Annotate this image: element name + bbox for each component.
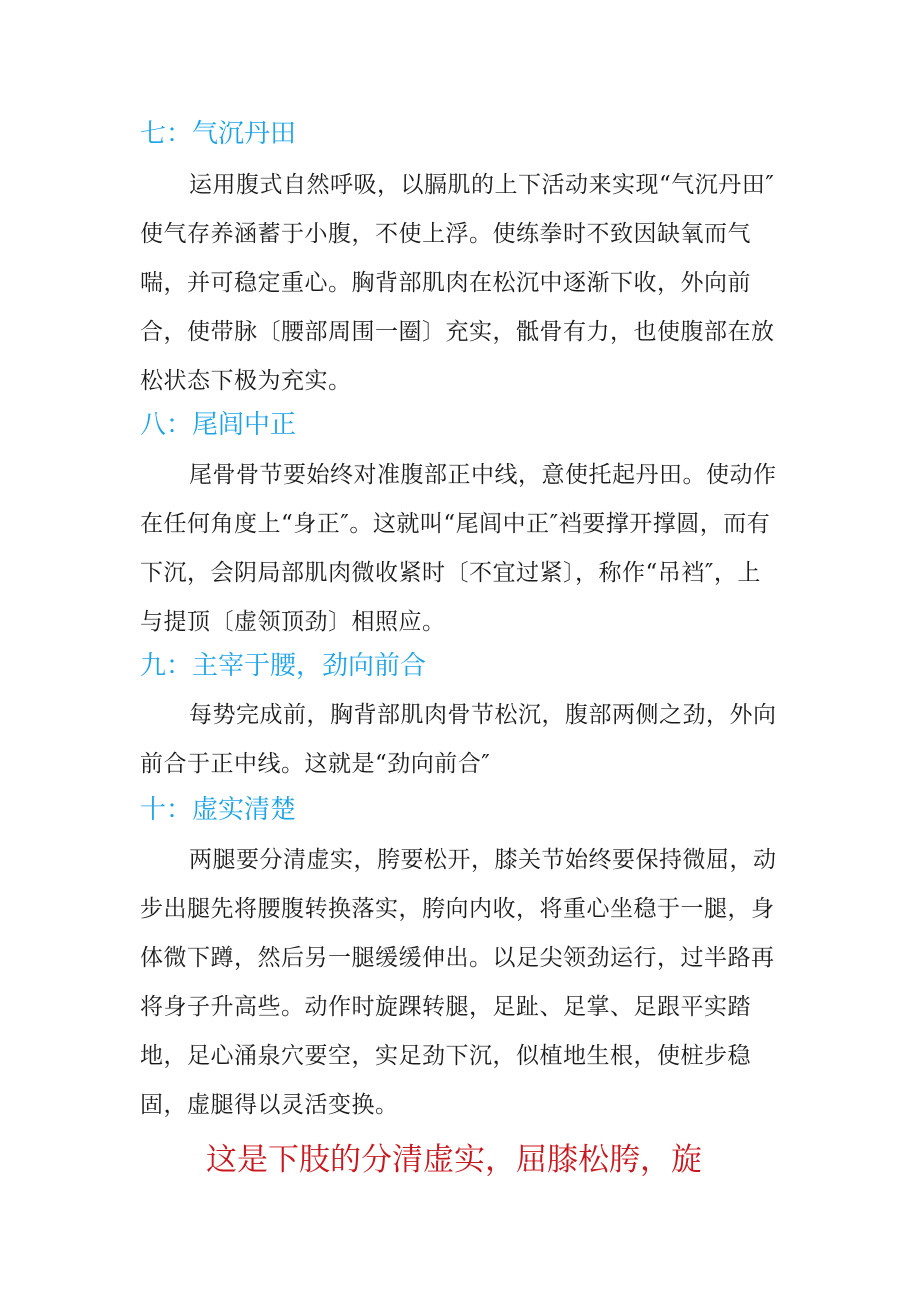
section-heading-9: 九：主宰于腰，劲向前合 [140,651,427,681]
section-body-8: 尾骨骨节要始终对准腹部正中线，意使托起丹田。使动作在任何角度上“身正″。这就叫“尾闾中正″裆要撑开撑圆，而有下沉，会阴局部肌肉微收紧时〔不宜过紧〕，称作“吊裆″，上与提顶〔虚领顶劲〕相照应。 [140,462,777,635]
section-body-9: 每势完成前，胸背部肌肉骨节松沉，腹部两侧之劲，外向前合于正中线。这就是“劲向前合″ [140,702,777,777]
section-heading-7: 七：气沉丹田 [140,119,297,149]
section-body-10: 两腿要分清虚实，胯要松开，膝关节始终要保持微屈，动步出腿先将腰腹转换落实，胯向内收，将重心坐稳于一腿，身体微下蹲，然后另一腿缓缓伸出。以足尖领劲运行，过半路再将身子升高些。动作时旋踝转腿，足趾、足掌、足跟平实踏地，足心涌泉穴要空，实足劲下沉，似植地生根，使桩步稳固，虚腿得以灵活变换。 [140,847,777,1118]
section-heading-10: 十：虚实清楚 [140,795,297,825]
highlight-note: 这是下肢的分清虚实，屈膝松胯，旋 [206,1142,702,1178]
section-body-7: 运用腹式自然呼吸，以膈肌的上下活动来实现“气沉丹田″使气存养涵蓄于小腹，不使上浮。使练拳时不致因缺氧而气喘，并可稳定重心。胸背部肌肉在松沉中逐渐下收，外向前合，使带脉〔腰部周围一圈〕充实，骶骨有力，也使腹部在放松状态下极为充实。 [140,172,775,394]
section-heading-8: 八：尾闾中正 [140,410,297,440]
